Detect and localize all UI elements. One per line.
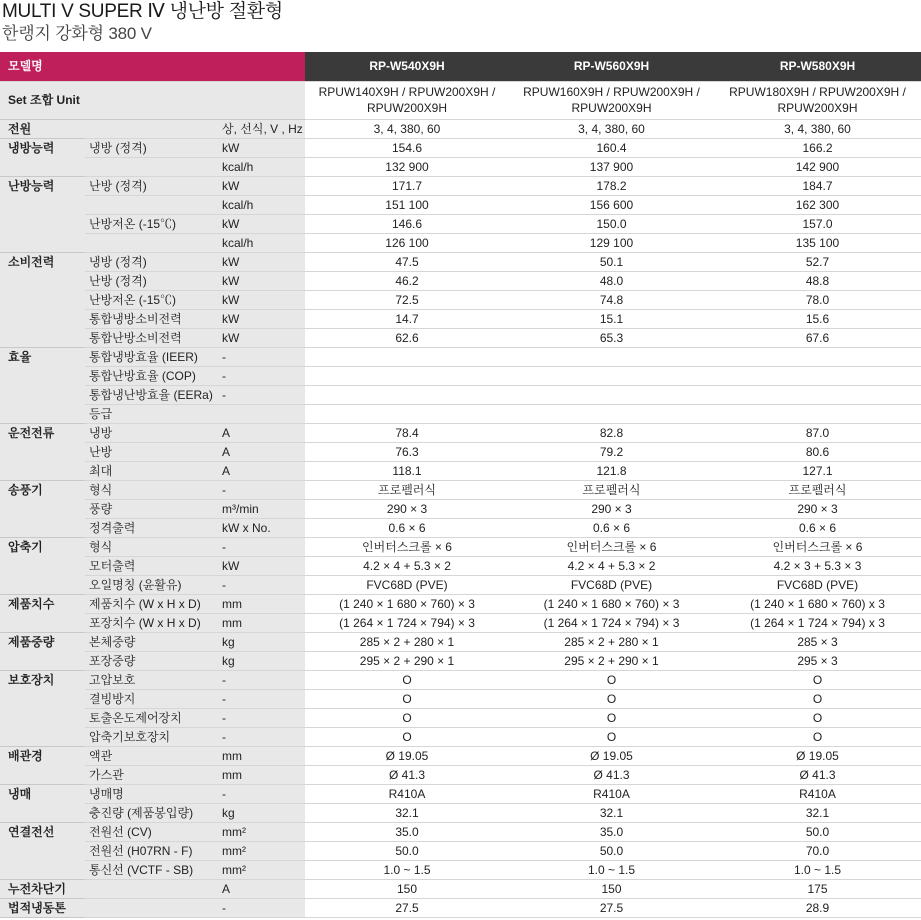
spec-row bbox=[0, 613, 921, 632]
unit-label: - bbox=[218, 575, 305, 594]
spec-value: Ø 19.05 bbox=[305, 746, 509, 765]
item-label: 제품치수 (W x H x D) bbox=[85, 594, 218, 613]
model-header: RP-W580X9H bbox=[714, 52, 921, 81]
item-label: 압축기보호장치 bbox=[85, 727, 218, 746]
spec-value: O bbox=[509, 708, 714, 727]
spec-row bbox=[0, 385, 921, 404]
spec-row bbox=[0, 708, 921, 727]
spec-value: O bbox=[305, 689, 509, 708]
item-label: 통신선 (VCTF - SB) bbox=[85, 860, 218, 879]
spec-row bbox=[0, 594, 921, 613]
spec-value: O bbox=[714, 689, 921, 708]
spec-value: FVC68D (PVE) bbox=[305, 575, 509, 594]
spec-value: 121.8 bbox=[509, 461, 714, 480]
spec-row bbox=[0, 271, 921, 290]
unit-label: - bbox=[218, 537, 305, 556]
spec-row bbox=[0, 214, 921, 233]
group-label: 전원 bbox=[0, 119, 85, 138]
spec-value: (1 264 × 1 724 × 794) × 3 bbox=[305, 613, 509, 632]
spec-value: 14.7 bbox=[305, 309, 509, 328]
item-label: 냉방 (정격) bbox=[85, 138, 218, 157]
spec-value: 52.7 bbox=[714, 252, 921, 271]
spec-value: 15.6 bbox=[714, 309, 921, 328]
spec-value: 295 × 3 bbox=[714, 651, 921, 670]
item-label: 토출온도제어장치 bbox=[85, 708, 218, 727]
spec-value: R410A bbox=[509, 784, 714, 803]
spec-value: (1 240 × 1 680 × 760) × 3 bbox=[509, 594, 714, 613]
spec-row bbox=[0, 442, 921, 461]
spec-value: 48.0 bbox=[509, 271, 714, 290]
spec-value: 150 bbox=[305, 879, 509, 898]
spec-value: 67.6 bbox=[714, 328, 921, 347]
spec-value: 285 × 2 + 280 × 1 bbox=[305, 632, 509, 651]
unit-label: - bbox=[218, 366, 305, 385]
unit-label: - bbox=[218, 708, 305, 727]
spec-row bbox=[0, 670, 921, 689]
spec-value: Ø 41.3 bbox=[509, 765, 714, 784]
item-label: 통합냉난방효율 (EERa) bbox=[85, 385, 218, 404]
item-label: 전원선 (H07RN - F) bbox=[85, 841, 218, 860]
unit-label: - bbox=[218, 689, 305, 708]
item-label: 고압보호 bbox=[85, 670, 218, 689]
spec-row bbox=[0, 157, 921, 176]
spec-value: 290 × 3 bbox=[714, 499, 921, 518]
item-label: 통합냉방효율 (IEER) bbox=[85, 347, 218, 366]
spec-value: 295 × 2 + 290 × 1 bbox=[305, 651, 509, 670]
spec-value: 1.0 ~ 1.5 bbox=[305, 860, 509, 879]
spec-value: 162 300 bbox=[714, 195, 921, 214]
spec-value: 72.5 bbox=[305, 290, 509, 309]
item-label: 풍량 bbox=[85, 499, 218, 518]
spec-value: 70.0 bbox=[714, 841, 921, 860]
unit-label: kW bbox=[218, 214, 305, 233]
spec-value: 50.0 bbox=[305, 841, 509, 860]
spec-value: 35.0 bbox=[509, 822, 714, 841]
group-label: 냉매 bbox=[0, 784, 85, 822]
spec-value: 157.0 bbox=[714, 214, 921, 233]
spec-value: O bbox=[305, 708, 509, 727]
unit-label: kg bbox=[218, 632, 305, 651]
spec-value: 137 900 bbox=[509, 157, 714, 176]
spec-row bbox=[0, 803, 921, 822]
item-label: 가스관 bbox=[85, 765, 218, 784]
item-label: 난방 (정격) bbox=[85, 271, 218, 290]
spec-row bbox=[0, 746, 921, 765]
unit-label: - bbox=[218, 480, 305, 499]
spec-row bbox=[0, 290, 921, 309]
unit-label: A bbox=[218, 879, 305, 898]
spec-value: 290 × 3 bbox=[509, 499, 714, 518]
spec-row bbox=[0, 328, 921, 347]
spec-value: 142 900 bbox=[714, 157, 921, 176]
spec-row bbox=[0, 689, 921, 708]
spec-value: 프로펠러식 bbox=[305, 480, 509, 499]
unit-label: mm² bbox=[218, 841, 305, 860]
spec-value: 32.1 bbox=[305, 803, 509, 822]
unit-label: kW bbox=[218, 252, 305, 271]
group-label: 냉방능력 bbox=[0, 138, 85, 176]
spec-row bbox=[0, 347, 921, 366]
spec-value: 인버터스크롤 × 6 bbox=[305, 537, 509, 556]
spec-row bbox=[0, 404, 921, 423]
spec-value: 3, 4, 380, 60 bbox=[714, 119, 921, 138]
spec-row bbox=[0, 537, 921, 556]
spec-row bbox=[0, 822, 921, 841]
spec-value: 171.7 bbox=[305, 176, 509, 195]
spec-value: FVC68D (PVE) bbox=[509, 575, 714, 594]
spec-value: 76.3 bbox=[305, 442, 509, 461]
spec-value: (1 240 × 1 680 × 760) x 3 bbox=[714, 594, 921, 613]
item-label: 형식 bbox=[85, 537, 218, 556]
unit-label: A bbox=[218, 423, 305, 442]
group-label: 법적냉동톤 bbox=[0, 898, 85, 917]
spec-value: 인버터스크롤 × 6 bbox=[714, 537, 921, 556]
spec-row bbox=[0, 651, 921, 670]
set-value: RPUW140X9H / RPUW200X9H / RPUW200X9H bbox=[305, 81, 509, 119]
spec-value: 46.2 bbox=[305, 271, 509, 290]
spec-value: (1 264 × 1 724 × 794) x 3 bbox=[714, 613, 921, 632]
spec-row bbox=[0, 499, 921, 518]
spec-row bbox=[0, 176, 921, 195]
spec-value: 1.0 ~ 1.5 bbox=[509, 860, 714, 879]
unit-label: kW bbox=[218, 176, 305, 195]
item-label bbox=[85, 233, 218, 252]
item-label: 충진량 (제품봉입량) bbox=[85, 803, 218, 822]
unit-label: kW x No. bbox=[218, 518, 305, 537]
spec-value: (1 240 × 1 680 × 760) × 3 bbox=[305, 594, 509, 613]
item-label: 모터출력 bbox=[85, 556, 218, 575]
spec-value: 118.1 bbox=[305, 461, 509, 480]
spec-body bbox=[0, 81, 921, 917]
spec-row bbox=[0, 784, 921, 803]
unit-label: m³/min bbox=[218, 499, 305, 518]
spec-value: Ø 41.3 bbox=[305, 765, 509, 784]
item-label: 통합난방효율 (COP) bbox=[85, 366, 218, 385]
spec-value: 160.4 bbox=[509, 138, 714, 157]
spec-row bbox=[0, 461, 921, 480]
item-label bbox=[85, 119, 218, 138]
spec-value: O bbox=[305, 727, 509, 746]
model-header: RP-W540X9H bbox=[305, 52, 509, 81]
spec-row bbox=[0, 575, 921, 594]
item-label: 전원선 (CV) bbox=[85, 822, 218, 841]
spec-value: 78.4 bbox=[305, 423, 509, 442]
spec-value: 0.6 × 6 bbox=[305, 518, 509, 537]
spec-value: Ø 41.3 bbox=[714, 765, 921, 784]
spec-value: 156 600 bbox=[509, 195, 714, 214]
spec-value: 79.2 bbox=[509, 442, 714, 461]
unit-label: - bbox=[218, 385, 305, 404]
unit-label: A bbox=[218, 442, 305, 461]
unit-label: mm bbox=[218, 746, 305, 765]
spec-value: 0.6 × 6 bbox=[509, 518, 714, 537]
unit-label: A bbox=[218, 461, 305, 480]
unit-label: - bbox=[218, 727, 305, 746]
spec-value: 127.1 bbox=[714, 461, 921, 480]
spec-value: 295 × 2 + 290 × 1 bbox=[509, 651, 714, 670]
item-label: 포장치수 (W x H x D) bbox=[85, 613, 218, 632]
item-label bbox=[85, 898, 218, 917]
item-label: 난방 (정격) bbox=[85, 176, 218, 195]
spec-value: 175 bbox=[714, 879, 921, 898]
set-row bbox=[0, 81, 921, 119]
unit-label: mm bbox=[218, 765, 305, 784]
group-label: 압축기 bbox=[0, 537, 85, 594]
item-label: 난방 bbox=[85, 442, 218, 461]
spec-value: 74.8 bbox=[509, 290, 714, 309]
spec-value: 3, 4, 380, 60 bbox=[305, 119, 509, 138]
item-label: 오일명칭 (윤활유) bbox=[85, 575, 218, 594]
unit-label: kW bbox=[218, 138, 305, 157]
spec-value: 28.9 bbox=[714, 898, 921, 917]
spec-value: 146.6 bbox=[305, 214, 509, 233]
unit-label: kg bbox=[218, 651, 305, 670]
spec-value: 인버터스크롤 × 6 bbox=[509, 537, 714, 556]
item-label: 포장중량 bbox=[85, 651, 218, 670]
unit-label: - bbox=[218, 784, 305, 803]
spec-value: Ø 19.05 bbox=[509, 746, 714, 765]
unit-label: kW bbox=[218, 328, 305, 347]
spec-value: 151 100 bbox=[305, 195, 509, 214]
spec-value: 80.6 bbox=[714, 442, 921, 461]
spec-value: O bbox=[305, 670, 509, 689]
spec-value: 35.0 bbox=[305, 822, 509, 841]
spec-row bbox=[0, 119, 921, 138]
header-row bbox=[0, 52, 921, 81]
unit-label: mm bbox=[218, 594, 305, 613]
spec-value bbox=[509, 366, 714, 385]
item-label: 형식 bbox=[85, 480, 218, 499]
unit-label: - bbox=[218, 670, 305, 689]
item-label bbox=[85, 157, 218, 176]
spec-value: 4.2 × 3 + 5.3 × 3 bbox=[714, 556, 921, 575]
spec-row bbox=[0, 879, 921, 898]
spec-value: 285 × 2 + 280 × 1 bbox=[509, 632, 714, 651]
item-label: 본체중량 bbox=[85, 632, 218, 651]
spec-value: 184.7 bbox=[714, 176, 921, 195]
spec-value: 32.1 bbox=[714, 803, 921, 822]
spec-table bbox=[0, 52, 921, 918]
unit-label: mm bbox=[218, 613, 305, 632]
item-label: 냉매명 bbox=[85, 784, 218, 803]
unit-label bbox=[218, 404, 305, 423]
spec-value: O bbox=[714, 670, 921, 689]
unit-label: mm² bbox=[218, 860, 305, 879]
spec-value: 1.0 ~ 1.5 bbox=[714, 860, 921, 879]
spec-value bbox=[714, 404, 921, 423]
spec-row bbox=[0, 518, 921, 537]
spec-value: 15.1 bbox=[509, 309, 714, 328]
spec-value: O bbox=[509, 689, 714, 708]
unit-label: kcal/h bbox=[218, 195, 305, 214]
group-label: 소비전력 bbox=[0, 252, 85, 347]
spec-value: 150 bbox=[509, 879, 714, 898]
item-label bbox=[85, 195, 218, 214]
spec-row bbox=[0, 898, 921, 917]
spec-value: R410A bbox=[714, 784, 921, 803]
spec-value: Ø 19.05 bbox=[714, 746, 921, 765]
spec-row bbox=[0, 860, 921, 879]
spec-value: 178.2 bbox=[509, 176, 714, 195]
spec-row bbox=[0, 765, 921, 784]
spec-row bbox=[0, 556, 921, 575]
unit-label: kcal/h bbox=[218, 233, 305, 252]
spec-value: 166.2 bbox=[714, 138, 921, 157]
item-label: 통합난방소비전력 bbox=[85, 328, 218, 347]
spec-value: 47.5 bbox=[305, 252, 509, 271]
spec-value: 62.6 bbox=[305, 328, 509, 347]
spec-value: 285 × 3 bbox=[714, 632, 921, 651]
spec-value: O bbox=[509, 670, 714, 689]
unit-label: 상, 선식, V , Hz bbox=[218, 119, 305, 138]
unit-label: - bbox=[218, 898, 305, 917]
set-value: RPUW160X9H / RPUW200X9H / RPUW200X9H bbox=[509, 81, 714, 119]
spec-row bbox=[0, 195, 921, 214]
spec-value bbox=[714, 385, 921, 404]
item-label: 최대 bbox=[85, 461, 218, 480]
spec-row bbox=[0, 632, 921, 651]
model-header-label: 모델명 bbox=[0, 52, 305, 81]
spec-value: O bbox=[714, 708, 921, 727]
group-label: 보호장치 bbox=[0, 670, 85, 746]
spec-value bbox=[305, 347, 509, 366]
spec-value: 4.2 × 4 + 5.3 × 2 bbox=[305, 556, 509, 575]
spec-row bbox=[0, 366, 921, 385]
item-label: 통합냉방소비전력 bbox=[85, 309, 218, 328]
item-label: 냉방 (정격) bbox=[85, 252, 218, 271]
model-header: RP-W560X9H bbox=[509, 52, 714, 81]
group-label: 제품치수 bbox=[0, 594, 85, 632]
spec-value: (1 264 × 1 724 × 794) × 3 bbox=[509, 613, 714, 632]
unit-label: kW bbox=[218, 290, 305, 309]
spec-value: 87.0 bbox=[714, 423, 921, 442]
spec-value: 135 100 bbox=[714, 233, 921, 252]
spec-value: 48.8 bbox=[714, 271, 921, 290]
spec-value bbox=[714, 347, 921, 366]
spec-value bbox=[509, 385, 714, 404]
spec-value bbox=[714, 366, 921, 385]
group-label: 연결전선 bbox=[0, 822, 85, 879]
spec-row bbox=[0, 841, 921, 860]
group-label: 운전전류 bbox=[0, 423, 85, 480]
group-label: 난방능력 bbox=[0, 176, 85, 252]
spec-value: O bbox=[714, 727, 921, 746]
spec-value bbox=[305, 404, 509, 423]
spec-value: 154.6 bbox=[305, 138, 509, 157]
group-label: 제품중량 bbox=[0, 632, 85, 670]
item-label: 결빙방지 bbox=[85, 689, 218, 708]
page-title: MULTI V SUPER Ⅳ 냉난방 절환형 bbox=[2, 1, 283, 22]
spec-value: 78.0 bbox=[714, 290, 921, 309]
unit-label: kcal/h bbox=[218, 157, 305, 176]
spec-value bbox=[305, 385, 509, 404]
spec-value: O bbox=[509, 727, 714, 746]
spec-value bbox=[509, 404, 714, 423]
group-label: 배관경 bbox=[0, 746, 85, 784]
spec-row bbox=[0, 727, 921, 746]
spec-value bbox=[509, 347, 714, 366]
group-label: 누전차단기 bbox=[0, 879, 85, 898]
spec-value: 0.6 × 6 bbox=[714, 518, 921, 537]
unit-label: - bbox=[218, 347, 305, 366]
item-label: 난방저온 (-15℃) bbox=[85, 290, 218, 309]
item-label bbox=[85, 879, 218, 898]
spec-value: 150.0 bbox=[509, 214, 714, 233]
spec-value: 82.8 bbox=[509, 423, 714, 442]
spec-value: 32.1 bbox=[509, 803, 714, 822]
spec-value: 50.1 bbox=[509, 252, 714, 271]
spec-value: 27.5 bbox=[305, 898, 509, 917]
item-label: 액관 bbox=[85, 746, 218, 765]
spec-value: 50.0 bbox=[714, 822, 921, 841]
spec-value: 129 100 bbox=[509, 233, 714, 252]
spec-row bbox=[0, 309, 921, 328]
spec-value: 3, 4, 380, 60 bbox=[509, 119, 714, 138]
unit-label: kW bbox=[218, 556, 305, 575]
spec-value: 126 100 bbox=[305, 233, 509, 252]
spec-value: R410A bbox=[305, 784, 509, 803]
spec-value: FVC68D (PVE) bbox=[714, 575, 921, 594]
item-label: 냉방 bbox=[85, 423, 218, 442]
unit-label: mm² bbox=[218, 822, 305, 841]
unit-label: kg bbox=[218, 803, 305, 822]
spec-row bbox=[0, 233, 921, 252]
page-subtitle: 한랭지 강화형 380 V bbox=[2, 24, 152, 43]
spec-row bbox=[0, 423, 921, 442]
item-label: 난방저온 (-15℃) bbox=[85, 214, 218, 233]
spec-value: 132 900 bbox=[305, 157, 509, 176]
spec-value: 프로펠러식 bbox=[714, 480, 921, 499]
set-label: Set 조합 Unit bbox=[0, 81, 305, 119]
item-label: 등급 bbox=[85, 404, 218, 423]
spec-row bbox=[0, 480, 921, 499]
spec-row bbox=[0, 252, 921, 271]
spec-value bbox=[305, 366, 509, 385]
spec-value: 50.0 bbox=[509, 841, 714, 860]
spec-value: 290 × 3 bbox=[305, 499, 509, 518]
spec-row bbox=[0, 138, 921, 157]
item-label: 정격출력 bbox=[85, 518, 218, 537]
spec-value: 27.5 bbox=[509, 898, 714, 917]
set-value: RPUW180X9H / RPUW200X9H / RPUW200X9H bbox=[714, 81, 921, 119]
unit-label: kW bbox=[218, 309, 305, 328]
group-label: 송풍기 bbox=[0, 480, 85, 537]
spec-value: 4.2 × 4 + 5.3 × 2 bbox=[509, 556, 714, 575]
group-label: 효율 bbox=[0, 347, 85, 423]
spec-value: 65.3 bbox=[509, 328, 714, 347]
unit-label: kW bbox=[218, 271, 305, 290]
spec-value: 프로펠러식 bbox=[509, 480, 714, 499]
